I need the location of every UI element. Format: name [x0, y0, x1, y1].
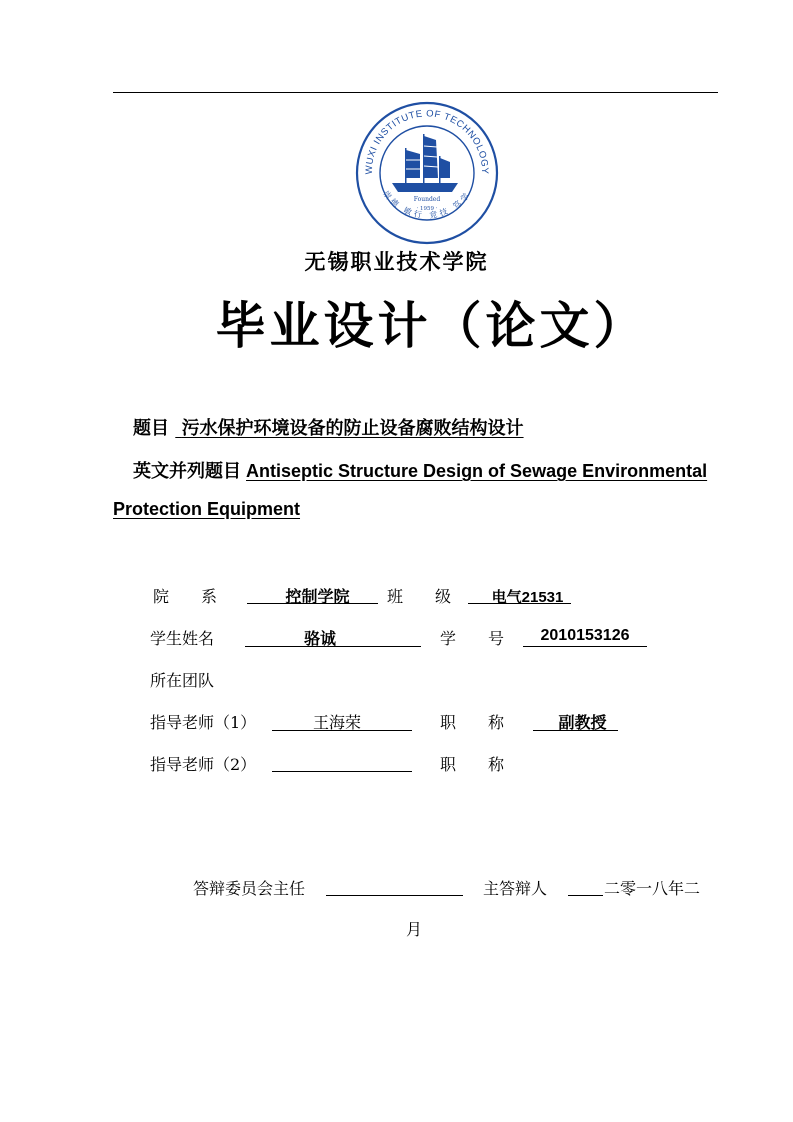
en-title-label: 英文并列题目: [133, 461, 241, 482]
school-name: 无锡职业技术学院: [304, 249, 489, 274]
date-line1: 二零一八年二: [604, 879, 701, 898]
class-value: 电气21531: [491, 589, 564, 606]
class-label: 班 级: [387, 587, 452, 606]
team-label: 所在团队: [150, 671, 215, 690]
advisor2-label: 指导老师（2）: [150, 755, 257, 774]
svg-text:Founded: Founded: [413, 196, 441, 203]
ship-icon: [392, 134, 458, 192]
advisor2-title-label: 职 称: [440, 755, 505, 774]
dept-label: 院 系: [153, 587, 218, 606]
school-logo-graphic: [354, 100, 500, 246]
defender-label: 主答辩人: [483, 879, 548, 898]
name-value: 骆诚: [303, 629, 336, 648]
svg-text:崇德 敏行 竞技 笃学: 崇德 敏行 竞技 笃学: [381, 189, 473, 220]
cn-title-value: 污水保护环境设备的防止设备腐败结构设计: [181, 418, 524, 439]
cn-title-line: [133, 414, 524, 440]
advisor2-blank: [272, 771, 412, 772]
committee-blank: [326, 895, 463, 896]
en-title-line-2: [113, 499, 300, 520]
en-title-line: [133, 457, 707, 483]
svg-text:· 1959 ·: · 1959 ·: [416, 206, 438, 212]
top-rule: [113, 92, 718, 93]
thesis-title: 毕业设计（论文）: [215, 296, 648, 355]
dept-value: 控制学院: [285, 587, 350, 606]
svg-text:WUXI INSTITUTE OF TECHNOLOGY: WUXI INSTITUTE OF TECHNOLOGY: [363, 108, 491, 175]
advisor1-label: 指导老师（1）: [150, 713, 257, 732]
committee-label: 答辩委员会主任: [193, 879, 306, 898]
advisor1-value: 王海荣: [312, 713, 361, 732]
id-blank: [523, 646, 647, 647]
en-title-value-1: Antiseptic Structure Design of Sewage Environmental: [246, 461, 708, 481]
en-title-value-2: Protection Equipment: [113, 499, 301, 519]
advisor1-title-value: 副教授: [558, 713, 607, 732]
id-label: 学 号: [440, 629, 505, 648]
school-logo: [354, 100, 500, 246]
id-value: 2010153126: [540, 627, 630, 644]
advisor1-title-label: 职 称: [440, 713, 505, 732]
defender-blank: [568, 895, 603, 896]
date-line2: 月: [406, 920, 423, 939]
cn-title-label: 题目: [133, 418, 169, 439]
name-label: 学生姓名: [150, 629, 215, 648]
